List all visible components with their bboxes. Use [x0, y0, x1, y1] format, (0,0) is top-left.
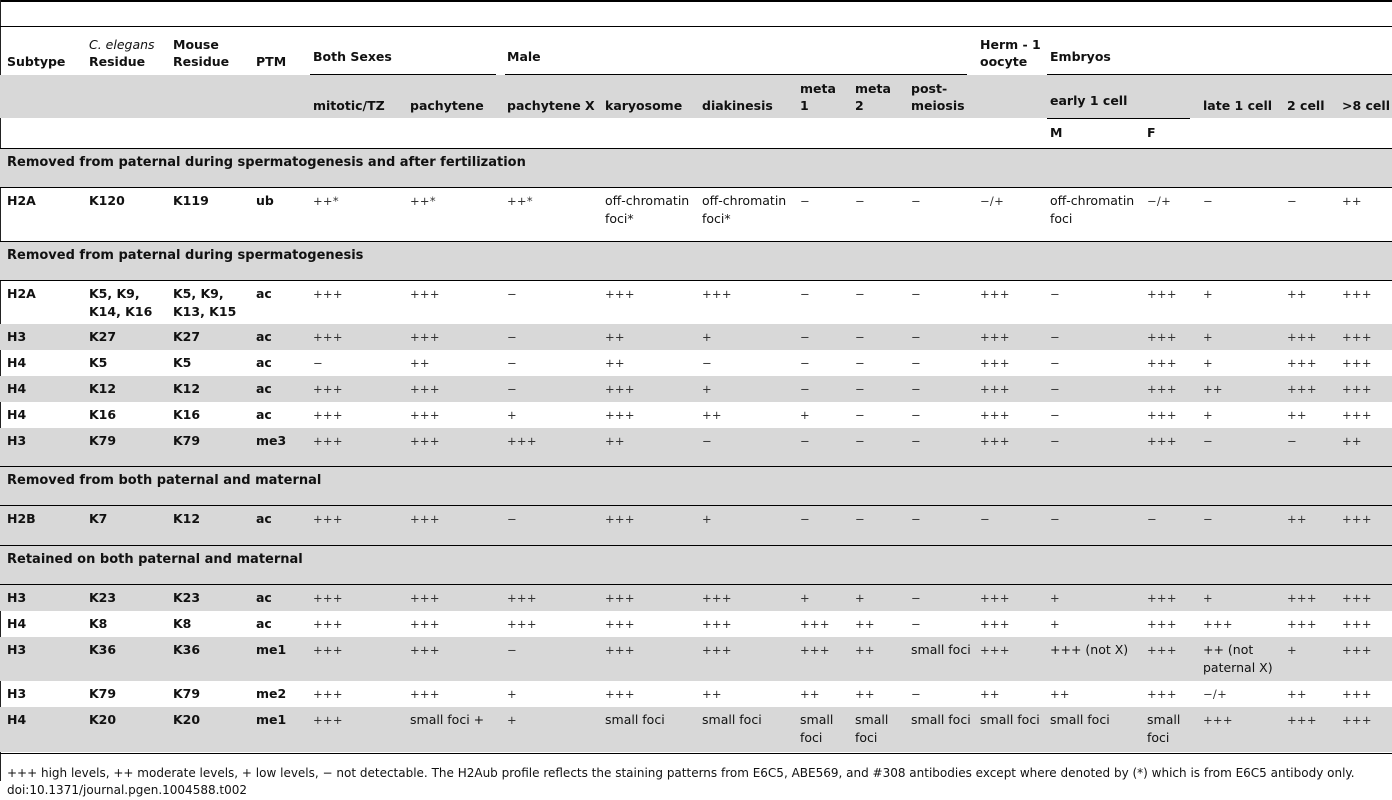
table-cell: +++ — [313, 408, 343, 422]
table-cell: +++ — [507, 434, 537, 448]
row-sub: H3 — [7, 642, 27, 657]
table-cell: +++ — [980, 643, 1010, 657]
row-ce: K5 — [89, 355, 108, 370]
col-karyosome: karyosome — [605, 98, 683, 113]
table-cell: ++ — [605, 434, 625, 448]
col-mitotic: mitotic/TZ — [313, 98, 385, 113]
row-mo: K79 — [173, 686, 201, 701]
section-title: Retained on both paternal and maternal — [7, 552, 303, 567]
table-cell: small foci — [800, 712, 834, 745]
table-cell: ++ — [1050, 687, 1070, 701]
table-cell: − — [1203, 512, 1213, 526]
table-cell: small foci — [911, 712, 971, 727]
table-cell: − — [980, 512, 990, 526]
row-ce: K79 — [89, 433, 117, 448]
col-pachytene: pachytene — [410, 98, 484, 113]
table-cell: +++ — [410, 687, 440, 701]
row-mo: K5 — [173, 355, 192, 370]
top-rule — [0, 0, 1392, 2]
table-cell: +++ — [410, 330, 440, 344]
row-mo: K23 — [173, 590, 201, 605]
table-cell: +++ — [313, 512, 343, 526]
table-cell: +++ — [1203, 617, 1233, 631]
table-cell: ++ — [1287, 287, 1307, 301]
table-cell: +++ — [1342, 287, 1372, 301]
table-cell: − — [1287, 194, 1297, 208]
row-sub: H4 — [7, 355, 27, 370]
table-cell: +++ — [980, 287, 1010, 301]
table-cell: small foci — [911, 642, 971, 657]
table-cell: − — [1050, 408, 1060, 422]
table-cell: small foci — [855, 712, 889, 745]
table-cell: + — [1050, 617, 1060, 631]
table-cell: + — [800, 408, 810, 422]
table-cell: +++ — [605, 382, 635, 396]
row-ptm: ac — [256, 616, 272, 631]
table-cell: ++ — [1203, 382, 1223, 396]
table-cell: +++ — [313, 330, 343, 344]
table-cell: − — [855, 287, 865, 301]
table-cell: small foci — [980, 712, 1040, 727]
table-cell: +++ — [507, 591, 537, 605]
section-title: Removed from paternal during spermatogenesis and after fertilization — [7, 155, 526, 170]
table-cell: +++ — [980, 434, 1010, 448]
table-cell: ++ — [605, 330, 625, 344]
table-cell: + — [1287, 643, 1297, 657]
table-cell: − — [855, 512, 865, 526]
table-cell: +++ — [1147, 643, 1177, 657]
table-cell: +++ — [605, 512, 635, 526]
row-ce: K27 — [89, 329, 117, 344]
table-cell: +++ — [800, 617, 830, 631]
table-cell: − — [1050, 356, 1060, 370]
table-cell: ++ — [1342, 194, 1362, 208]
col-early1: early 1 cell — [1050, 93, 1128, 108]
table-cell: ++ — [855, 687, 875, 701]
table-cell: +++ — [313, 713, 343, 727]
table-cell: − — [911, 382, 921, 396]
early-cell-rule — [1047, 118, 1190, 119]
row-mo: K8 — [173, 616, 192, 631]
col-subtype-header: Subtype — [7, 54, 66, 69]
row-mo: K16 — [173, 407, 201, 422]
table-cell: +++ — [410, 617, 440, 631]
table-cell: − — [800, 434, 810, 448]
table-cell: − — [1050, 434, 1060, 448]
table-cell: +++ — [605, 408, 635, 422]
table-cell: ++* — [313, 194, 339, 208]
table-cell: − — [507, 287, 517, 301]
table-cell: +++ — [1287, 591, 1317, 605]
col-early-f: F — [1147, 125, 1156, 140]
table-cell: ++ — [410, 356, 430, 370]
row-ce: K7 — [89, 511, 108, 526]
table-cell: − — [911, 287, 921, 301]
table-cell: +++ — [1147, 434, 1177, 448]
table-cell: − — [855, 408, 865, 422]
col-meta1: meta — [800, 81, 836, 96]
col-mouse-header: Mouse — [173, 37, 219, 52]
table-cell: ++ — [1287, 512, 1307, 526]
row-ptm: me1 — [256, 642, 287, 657]
table-cell: small foci — [1050, 712, 1110, 727]
table-cell: +++ — [702, 617, 732, 631]
table-cell: − — [1050, 382, 1060, 396]
table-cell: +++ — [1342, 512, 1372, 526]
table-bottom-rule — [0, 753, 1392, 754]
table-cell: + — [702, 512, 712, 526]
col-meta2: meta — [855, 81, 891, 96]
row-sub: H3 — [7, 329, 27, 344]
table-cell: +++ — [410, 434, 440, 448]
col-ptm-header: PTM — [256, 54, 287, 69]
row-sub: H4 — [7, 381, 27, 396]
table-cell: − — [911, 617, 921, 631]
table-cell: − — [800, 330, 810, 344]
table-cell: − — [1203, 194, 1213, 208]
table-cell: ++ — [800, 687, 820, 701]
table-cell: + — [1203, 356, 1213, 370]
table-cell: +++ — [410, 287, 440, 301]
table-cell: ++ — [605, 356, 625, 370]
table-cell: ++ — [855, 643, 875, 657]
table-cell: +++ — [1342, 713, 1372, 727]
row-ptm: ac — [256, 407, 272, 422]
header-subrow-shade — [0, 75, 1392, 118]
col-early-m: M — [1050, 125, 1063, 140]
row-ptm: ac — [256, 511, 272, 526]
table-cell: − — [911, 687, 921, 701]
row-ce: K120 — [89, 193, 125, 208]
table-cell: − — [911, 356, 921, 370]
table-cell: +++ — [313, 287, 343, 301]
row-sub: H2B — [7, 511, 36, 526]
row-mo: K79 — [173, 433, 201, 448]
table-cell: − — [507, 382, 517, 396]
col-post-meiosis-2: meiosis — [911, 98, 965, 113]
table-cell: − — [702, 356, 712, 370]
table-cell: − — [855, 356, 865, 370]
table-cell: + — [702, 330, 712, 344]
row-mo: K12 — [173, 511, 201, 526]
table-cell: off-chromatin foci* — [605, 193, 690, 226]
row-sub: H4 — [7, 407, 27, 422]
table-cell: − — [911, 194, 921, 208]
table-cell: +++ — [410, 643, 440, 657]
table-cell: − — [313, 356, 323, 370]
row-ce: K36 — [89, 642, 117, 657]
row-ptm: me3 — [256, 433, 287, 448]
row-ptm: ac — [256, 590, 272, 605]
table-cell: +++ — [1342, 687, 1372, 701]
table-cell: off-chromatin foci* — [702, 193, 787, 226]
table-cell: − — [855, 434, 865, 448]
table-cell: ++* — [410, 194, 436, 208]
table-cell: + — [1203, 330, 1213, 344]
col-diakinesis: diakinesis — [702, 98, 773, 113]
table-cell: − — [507, 512, 517, 526]
row-mo: K12 — [173, 381, 201, 396]
section-rule — [0, 148, 1392, 149]
row-mo: K119 — [173, 193, 209, 208]
table-cell: +++ — [605, 591, 635, 605]
table-cell: +++ — [702, 287, 732, 301]
row-ptm: ac — [256, 381, 272, 396]
table-cell: +++ — [1147, 617, 1177, 631]
table-cell: small foci + — [410, 712, 485, 727]
table-cell: +++ — [1287, 330, 1317, 344]
table-cell: +++ — [1342, 617, 1372, 631]
row-mo: K27 — [173, 329, 201, 344]
table-cell: +++ — [313, 687, 343, 701]
table-cell: − — [800, 512, 810, 526]
group-both-sexes: Both Sexes — [313, 49, 392, 64]
table-cell: − — [1050, 287, 1060, 301]
table-cell: + — [702, 382, 712, 396]
table-cell: +++ — [507, 617, 537, 631]
table-cell: − — [800, 194, 810, 208]
row-ce: K8 — [89, 616, 108, 631]
row-ce: K12 — [89, 381, 117, 396]
table-cell: +++ — [800, 643, 830, 657]
table-cell: +++ — [410, 591, 440, 605]
col-2cell: 2 cell — [1287, 98, 1325, 113]
table-cell: +++ — [1147, 408, 1177, 422]
table-cell: +++ — [1287, 713, 1317, 727]
section-rule — [0, 280, 1392, 281]
doi: doi:10.1371/journal.pgen.1004588.t002 — [7, 783, 248, 797]
table-cell: − — [507, 356, 517, 370]
row-ptm: ac — [256, 329, 272, 344]
table-cell: +++ — [1287, 382, 1317, 396]
col-meta1-2: 1 — [800, 98, 809, 113]
group-embryos: Embryos — [1050, 49, 1111, 64]
table-cell: +++ — [1287, 617, 1317, 631]
row-sub: H3 — [7, 590, 27, 605]
section-rule — [0, 545, 1392, 546]
row-mo: K20 — [173, 712, 201, 727]
table-cell: + — [507, 713, 517, 727]
table-cell: +++ — [1287, 356, 1317, 370]
table-cell: − — [911, 330, 921, 344]
table-cell: +++ (not X) — [1050, 642, 1129, 657]
table-cell: +++ — [980, 591, 1010, 605]
header-top-rule — [0, 26, 1392, 27]
row-ptm: me2 — [256, 686, 287, 701]
table-cell: off-chromatin foci — [1050, 193, 1135, 226]
table-cell: ++ — [980, 687, 1000, 701]
row-ptm: ac — [256, 355, 272, 370]
table-cell: +++ — [980, 330, 1010, 344]
table-cell: +++ — [702, 643, 732, 657]
table-cell: small foci — [702, 712, 762, 727]
table-cell: − — [855, 330, 865, 344]
table-cell: ++ (not paternal X) — [1203, 642, 1273, 675]
table-cell: + — [507, 687, 517, 701]
row-ptm: me1 — [256, 712, 287, 727]
section-rule — [0, 241, 1392, 242]
table-cell: +++ — [1147, 287, 1177, 301]
table-cell: +++ — [410, 512, 440, 526]
row-ptm: ub — [256, 193, 274, 208]
table-cell: − — [911, 591, 921, 605]
table-cell: +++ — [1342, 356, 1372, 370]
table-cell: + — [1050, 591, 1060, 605]
table-cell: +++ — [1342, 330, 1372, 344]
table-cell: +++ — [980, 382, 1010, 396]
table-cell: + — [800, 591, 810, 605]
table-cell: +++ — [410, 408, 440, 422]
table-cell: − — [855, 194, 865, 208]
col-meta2-2: 2 — [855, 98, 864, 113]
col-celegans-header: C. elegans — [89, 37, 155, 52]
table-cell: +++ — [605, 617, 635, 631]
table-cell: ++ — [1287, 687, 1307, 701]
col-mouse-header-2: Residue — [173, 54, 230, 69]
col-post-meiosis: post- — [911, 81, 948, 96]
row-sub: H2A — [7, 193, 36, 208]
table-cell: − — [507, 330, 517, 344]
table-cell: +++ — [410, 382, 440, 396]
table-cell: − — [1203, 434, 1213, 448]
row-sub: H3 — [7, 686, 27, 701]
table-cell: − — [800, 382, 810, 396]
table-cell: − — [1050, 330, 1060, 344]
row-mo: K5, K9, K13, K15 — [173, 286, 237, 319]
table-cell: +++ — [313, 591, 343, 605]
table-cell: + — [1203, 591, 1213, 605]
table-cell: − — [507, 643, 517, 657]
section-title: Removed from both paternal and maternal — [7, 473, 322, 488]
table-cell: +++ — [1342, 643, 1372, 657]
table-cell: + — [1203, 287, 1213, 301]
table-cell: +++ — [605, 643, 635, 657]
footnote: +++ high levels, ++ moderate levels, + low levels, − not detectable. The H2Aub profile reflects the staining patterns from E6C5, ABE569, and #308 antibodies except where denoted by (*) which is from E6C5 antibody only. — [7, 766, 1355, 780]
col-late1: late 1 cell — [1203, 98, 1273, 113]
table-cell: − — [800, 356, 810, 370]
table-cell: +++ — [1342, 591, 1372, 605]
col-gt8cell: >8 cell — [1342, 98, 1390, 113]
table-cell: + — [1203, 408, 1213, 422]
table-cell: ++ — [1287, 408, 1307, 422]
col-pachytene-x: pachytene X — [507, 98, 595, 113]
table-cell: − — [855, 382, 865, 396]
table-cell: small foci — [1147, 712, 1181, 745]
row-sub: H4 — [7, 616, 27, 631]
row-sub: H2A — [7, 286, 36, 301]
row-ptm: ac — [256, 286, 272, 301]
table-cell: − — [911, 434, 921, 448]
table-cell: +++ — [702, 591, 732, 605]
table-cell: + — [507, 408, 517, 422]
table-cell: ++ — [702, 408, 722, 422]
table-cell: ++ — [1342, 434, 1362, 448]
col-celegans-header-2: Residue — [89, 54, 146, 69]
table-cell: +++ — [313, 643, 343, 657]
table-cell: ++ — [702, 687, 722, 701]
table-cell: ++ — [855, 617, 875, 631]
section-title: Removed from paternal during spermatogenesis — [7, 248, 364, 263]
table-cell: − — [1050, 512, 1060, 526]
table-cell: +++ — [1203, 713, 1233, 727]
row-ce: K16 — [89, 407, 117, 422]
table-cell: +++ — [1147, 330, 1177, 344]
table-cell: +++ — [605, 287, 635, 301]
table-cell: +++ — [1342, 408, 1372, 422]
table-cell: +++ — [313, 434, 343, 448]
table-cell: +++ — [980, 408, 1010, 422]
row-ce: K20 — [89, 712, 117, 727]
group-herm-2: oocyte — [980, 54, 1028, 69]
row-mo: K36 — [173, 642, 201, 657]
table-cell: +++ — [1147, 687, 1177, 701]
table-cell: − — [911, 512, 921, 526]
row-ce: K5, K9, K14, K16 — [89, 286, 153, 319]
table-cell: + — [855, 591, 865, 605]
table-cell: −/+ — [1147, 194, 1172, 208]
table-cell: +++ — [313, 382, 343, 396]
table-cell: +++ — [1147, 591, 1177, 605]
table-cell: − — [702, 434, 712, 448]
row-ce: K23 — [89, 590, 117, 605]
table-cell: +++ — [1342, 382, 1372, 396]
table-cell: +++ — [1147, 356, 1177, 370]
table-cell: +++ — [313, 617, 343, 631]
row-sub: H3 — [7, 433, 27, 448]
section-rule — [0, 466, 1392, 467]
group-herm: Herm - 1 — [980, 37, 1041, 52]
row-sub: H4 — [7, 712, 27, 727]
table-cell: +++ — [1147, 382, 1177, 396]
table-cell: small foci — [605, 712, 665, 727]
group-male: Male — [507, 49, 541, 64]
table-cell: − — [1147, 512, 1157, 526]
section-rule — [0, 187, 1392, 188]
table-cell: +++ — [605, 687, 635, 701]
table-cell: ++* — [507, 194, 533, 208]
table-cell: +++ — [980, 617, 1010, 631]
row-ce: K79 — [89, 686, 117, 701]
table-cell: − — [800, 287, 810, 301]
table-cell: − — [1287, 434, 1297, 448]
table-cell: − — [911, 408, 921, 422]
table-cell: −/+ — [1203, 687, 1228, 701]
table-cell: +++ — [980, 356, 1010, 370]
table-cell: −/+ — [980, 194, 1005, 208]
